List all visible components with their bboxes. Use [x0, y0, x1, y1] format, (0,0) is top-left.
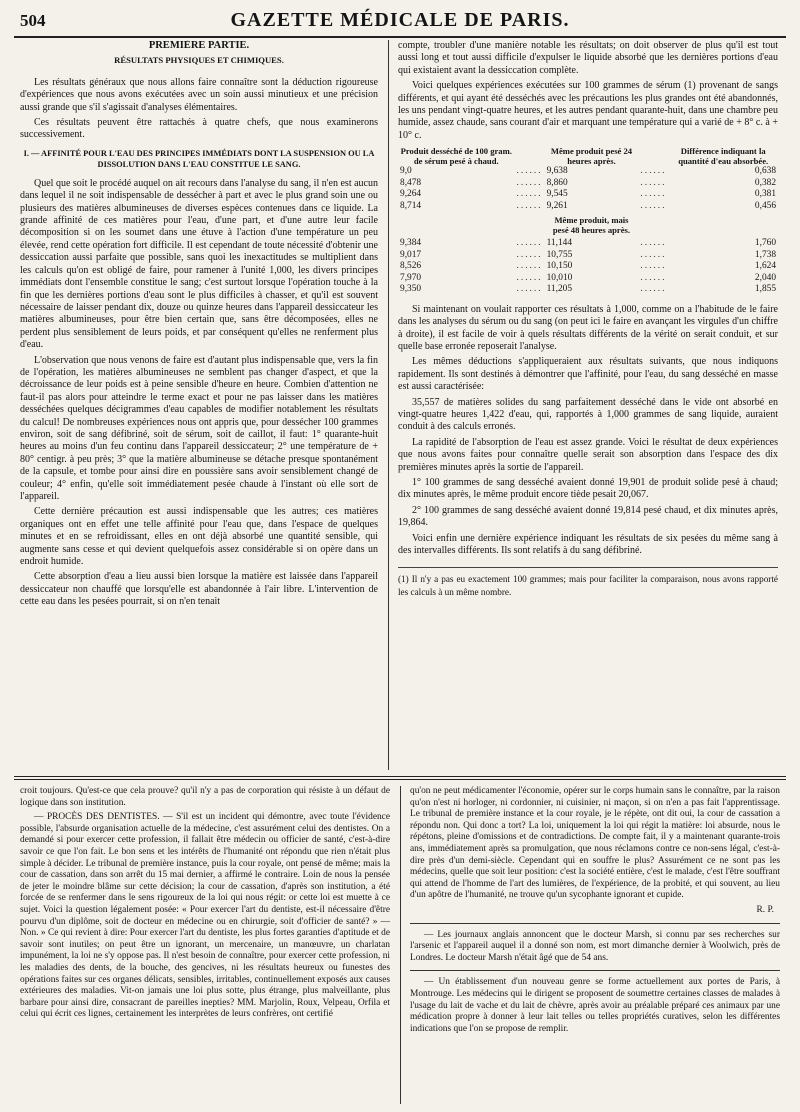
article-divider	[410, 970, 780, 971]
table-row: 8,714 ...... 9,261 ...... 0,456	[400, 200, 776, 211]
paragraph: Les mêmes déductions s'appliqueraient aux résultats suivants, que nous indiquons rapidement. Ils sont destinés à démontrer que l'affinité, pour l'eau, du sang desséché en masse est aussi caractérisée:	[398, 356, 778, 393]
paragraph: — Un établissement d'un nouveau genre se forme actuellement aux portes de Paris, à Montrouge. Les médecins qui le dirigent se proposent de soumettre certaines classes de malades à l'usage du lait de vache et du lait de chèvre, après avoir au préalable préparé ces animaux par une médication propre à donner à leur lait telles ou telles propriétés curatives, selon les différentes indications que l'on se propose de remplir.	[410, 977, 780, 1034]
paragraph: L'observation que nous venons de faire est d'autant plus indispensable que, vers la fin de l'opération, les matières albumineuses ne semblent pas changer d'aspect, et que la décroissance de leur poids est à peine sensible d'heure en heure. Combien d'attention ne faut-il pas alors pour atteindre le terme exact et pour ne pas laisser dans les matières desséchées quelques décigrammes d'eau capables de modifier notablement les résultats du calcul! De nombreuses expériences nous ont appris que, pour dessécher 100 grammes environ, soit de sang défibriné, soit de sérum, soit de caillot, il faut: 1° quarante-huit heures au moins d'un feu continu dans l'appareil dessiccateur; 2° une température de + 80° centigr. à peu près; 3° que la matière albumineuse se détache presque spontanément de la capsule, et tombe pour ainsi dire en poussière sans avoir sensiblement changé de couleur; 4° enfin, qu'elle soit immédiatement pesée chaude à l'instant où elle sort de l'appareil.	[20, 354, 378, 502]
paragraph: Ces résultats peuvent être rattachés à quatre chefs, que nous examinerons successivement.	[20, 117, 378, 141]
part-subtitle: RÉSULTATS PHYSIQUES ET CHIMIQUES.	[114, 55, 284, 66]
bottom-left-column	[20, 786, 390, 1106]
table-row: 9,384 ...... 11,144 ...... 1,760	[400, 238, 776, 249]
paragraph: 1° 100 grammes de sang desséché avaient donné 19,901 de produit solide pesé à chaud; dix minutes après, le même produit encore tiède pesait 20,067.	[398, 477, 778, 501]
paragraph: Les résultats généraux que nous allons faire connaître sont la déduction rigoureuse d'expériences que nous avons exécutées avec un soin aussi minutieux et une précision aussi grande que s'il s'agissait d'analyses élémentaires.	[20, 76, 378, 113]
table-row: 8,478 ...... 8,860 ...... 0,382	[400, 177, 776, 188]
paragraph: 35,557 de matières solides du sang parfaitement desséché dans le vide ont absorbé en vingt-quatre heures 1,422 d'eau, qui, rapportés à 1,000 grammes de sang liquide, auraient conduit à des calculs erronés.	[398, 396, 778, 433]
paragraph: Voici quelques expériences exécutées sur 100 grammes de sérum (1) provenant de sangs différents, et qui ayant été desséchés avec les précautions les plus grandes ont été abandonnés, les uns pendant vingt-quatre heures, et les autres pendant quarante-huit, dans une chambre peu humide, assez chaude, sans courant d'air et marquant une température qui a varié de + 8° c. à + 10° c.	[398, 80, 778, 141]
right-column	[398, 40, 778, 768]
paragraph: Cette absorption d'eau a lieu aussi bien lorsque la matière est laissée dans l'appareil dessiccateur non chauffé que lorsqu'elle est abandonnée à l'air libre. L'intervention de cette eau dans les pesées pourrait, si on n'en tenait	[20, 571, 378, 608]
paragraph: Si maintenant on voulait rapporter ces résultats à 1,000, comme on a l'habitude de le faire dans les analyses du sérum ou du sang (on peut ici le faire en avançant les virgules d'un chiffre à droite), il est facile de voir à quels résultats différents de la vérité on serait conduit, et sur quelle base erronée reposerait l'analyse.	[398, 303, 778, 352]
table-header-dried: Produit desséché de 100 gram. de sérum pesé à chaud.	[400, 146, 512, 167]
paragraph: qu'on ne peut médicamenter l'économie, opérer sur le corps humain sans le connaître, par la raison qu'on n'est ni horloger, ni cordonnier, ni cuisinier, ni maçon, si on n'en a pas fait l'apprentissage. Le tribunal de première instance et la cour royale, je le répète, ont dit oui, la cour de cassation a répondu non. Qui donc a tort? La loi, uniquement la loi qui régit la matière: loi absurde, nous le répétons, pleine d'omissions et de contradictions. De compte fait, il y a maintenant quarante-trois ans, immédiatement après sa promulgation, que nous réclamons contre ce non-sens légal, c'est-à-dire près d'un demi-siècle. Cependant qui en souffre le plus? Assurément ce ne sont pas les médecins, quelle que soit leur position: c'est la société entière, c'est le malade, c'est l'être souffrant qui attend de l'homme de l'art des lumières, de l'expérience, de la probité, et qui souvent, au lieu d'un apôtre de l'humanité, ne trouve qu'un sycophante ignorant et cupide.	[410, 786, 780, 901]
page-header	[14, 6, 786, 38]
horizontal-rule	[14, 779, 786, 780]
paragraph: Cette dernière précaution est aussi indispensable que les autres; ces matières organiques ont en effet une telle affinité pour l'eau que, dans l'espace de quelques minutes et en se refroidissant, elles en ont déjà absorbé une quantité sensible, qui augmente sans cesse et qui devient quelquefois assez considérable si on opère dans un endroit humide.	[20, 506, 378, 568]
bottom-right-column	[410, 786, 780, 1106]
part-title: PREMIÈRE PARTIE.	[148, 40, 250, 51]
paragraph: — PROCÈS DES DENTISTES. — S'il est un incident qui démontre, avec toute l'évidence possible, l'absurde organisation actuelle de la médecine, c'est assurément celui des dentistes. On a demandé si pour exercer cette profession, il fallait être médecin ou officier de santé, c'est-à-dire savoir ce que l'on fait. Le bon sens et les intérêts de l'humanité ont répondu que rien n'était plus simple à décider. Le tribunal de première instance, puis la cour royale, ont pensé de même; mais la cour de cassation, dans son arrêt du 15 mai dernier, a affirmé le contraire. Loin de nous la pensée de jeter le moindre blâme sur cette décision; la cour de cassation, d'après son institution, a été forcée de se renfermer dans le sens rigoureux de la loi qui nous régit: or cette loi est muette à ce sujet. Voici la question légalement posée: « Pour exercer l'art du dentiste, est-il nécessaire d'être pourvu d'un diplôme, soit de docteur en médecine ou en chirurgie, soit d'officier de santé? » — Non. » Ce qui revient à dire: Pour exercer l'art du dentiste, les plus fortes garanties d'aptitude et de savoir sont inutiles; on peut être un ignorant, un mercenaire, un manœuvre, un charlatan impunément, la loi ne s'y oppose pas. Il n'est besoin de connaître, pour exercer cette profession, ni les maladies des dents, de la bouche, des gencives, ni les résultats heureux ou funestes des opérations faites sur ces organes délicats, sensibles, irritables, continuellement exposés aux causes extérieures des maladies. Vit-on jamais une loi plus sotte, plus étrange, plus malveillante, plus barbare pour ainsi dire, consacrant de pareilles inepties? MM. Marjolin, Roux, Velpeau, Orfila et celui qui écrit ces lignes, certainement les interprètes de leurs confrères, ont certifié	[20, 812, 390, 1020]
article-divider	[410, 923, 780, 924]
signature: R. P.	[756, 904, 774, 915]
table-row: 7,970 ...... 10,010 ...... 2,040	[400, 272, 776, 283]
column-divider	[388, 40, 389, 770]
table-header-24h: Même produit pesé 24 heures après.	[550, 146, 633, 167]
section-heading: I. — AFFINITÉ POUR L'EAU DES PRINCIPES IMMÉDIATS DONT LA SUSPENSION OU LA DISSOLUTION DANS L'EAU CONSTITUE LE SANG.	[23, 148, 375, 169]
table-row: 9,264 ...... 9,545 ...... 0,381	[400, 189, 776, 200]
horizontal-rule	[14, 776, 786, 777]
paragraph: croit toujours. Qu'est-ce que cela prouve? qu'il n'y a pas de corporation qui résiste à un défaut de logique dans son institution.	[20, 786, 390, 808]
table-row: 9,0 ...... 9,638 ...... 0,638	[400, 166, 776, 177]
table-subheader-48h: Même produit, mais pesé 48 heures après.	[552, 215, 631, 236]
table-row: 8,526 ...... 10,150 ...... 1,624	[400, 261, 776, 272]
paragraph: — Les journaux anglais annoncent que le docteur Marsh, si connu par ses recherches sur l'arsenic et l'appareil auquel il a donné son nom, est mort dimanche dernier à Woolwich, près de Londres. Le docteur Marsh n'était âgé que de 54 ans.	[410, 929, 780, 963]
serum-results-table	[398, 146, 778, 296]
paragraph: La rapidité de l'absorption de l'eau est assez grande. Voici le résultat de deux expériences que nous avons faites pour connaître quelle serait son absorption dans l'espace des dix premières minutes après la sortie de l'appareil.	[398, 436, 778, 473]
page-number: 504	[20, 11, 46, 30]
paragraph: Voici enfin une dernière expérience indiquant les résultats de six pesées du même sang à des intervalles différents. Ils sont relatifs à du sang défibriné.	[398, 532, 778, 557]
table-row: 9,350 ...... 11,205 ...... 1,855	[400, 284, 776, 295]
paragraph: compte, troubler d'une manière notable les résultats; on doit observer de plus qu'il est tout aussi long et tout aussi difficile d'expulser le liquide absorbé que les dernières portions d'eau qui existaient avant la dessiccation complète.	[398, 40, 778, 76]
left-column	[20, 40, 378, 768]
footnote: (1) Il n'y a pas eu exactement 100 grammes; mais pour faciliter la comparaison, nous avons rapporté les calculs à un même nombre.	[398, 567, 778, 598]
journal-title: GAZETTE MÉDICALE DE PARIS.	[230, 9, 570, 31]
table-row: 9,017 ...... 10,755 ...... 1,738	[400, 249, 776, 260]
table-header-difference: Différence indiquant la quantité d'eau absorbée.	[678, 146, 769, 167]
paragraph: 2° 100 grammes de sang desséché avaient donné 19,814 pesé chaud, et dix minutes après, 19,864.	[398, 504, 778, 529]
paragraph: Quel que soit le procédé auquel on ait recours dans l'analyse du sang, il n'en est aucun dans lequel il ne soit indispensable de dessécher à part et avec le plus grand soin une ou plusieurs des matières albumineuses de diverses espèces contenues dans ce liquide. La grande affinité de ces matières pour l'eau, d'une part, et d'une autre leur facile décomposition si on les soumet dans une étuve à l'action d'une température un peu élevée, rend cette opération fort difficile. Il est cependant de toute nécessité d'obtenir une dessiccation aussi parfaite que possible, sans quoi les inexactitudes se multiplient dans les calculs qu'on est obligé de faire, pour ramener à l'unité 1,000, les divers principes immédiats dont l'ensemble constitue le sang; c'est surtout lorsque l'opération touche à la fin que les dernières portions d'eau sont le plus difficiles à chasser, et qu'il est souvent nécessaire de laisser pendant dix, douze ou quinze heures dans l'appareil dessiccateur les matières albumineuses, pour être bien certain que, sans être décomposées, elles ne perdent plus sensiblement de leurs poids, et par conséquent qu'elles ne renferment plus d'eau.	[20, 177, 378, 351]
column-divider	[400, 786, 401, 1104]
